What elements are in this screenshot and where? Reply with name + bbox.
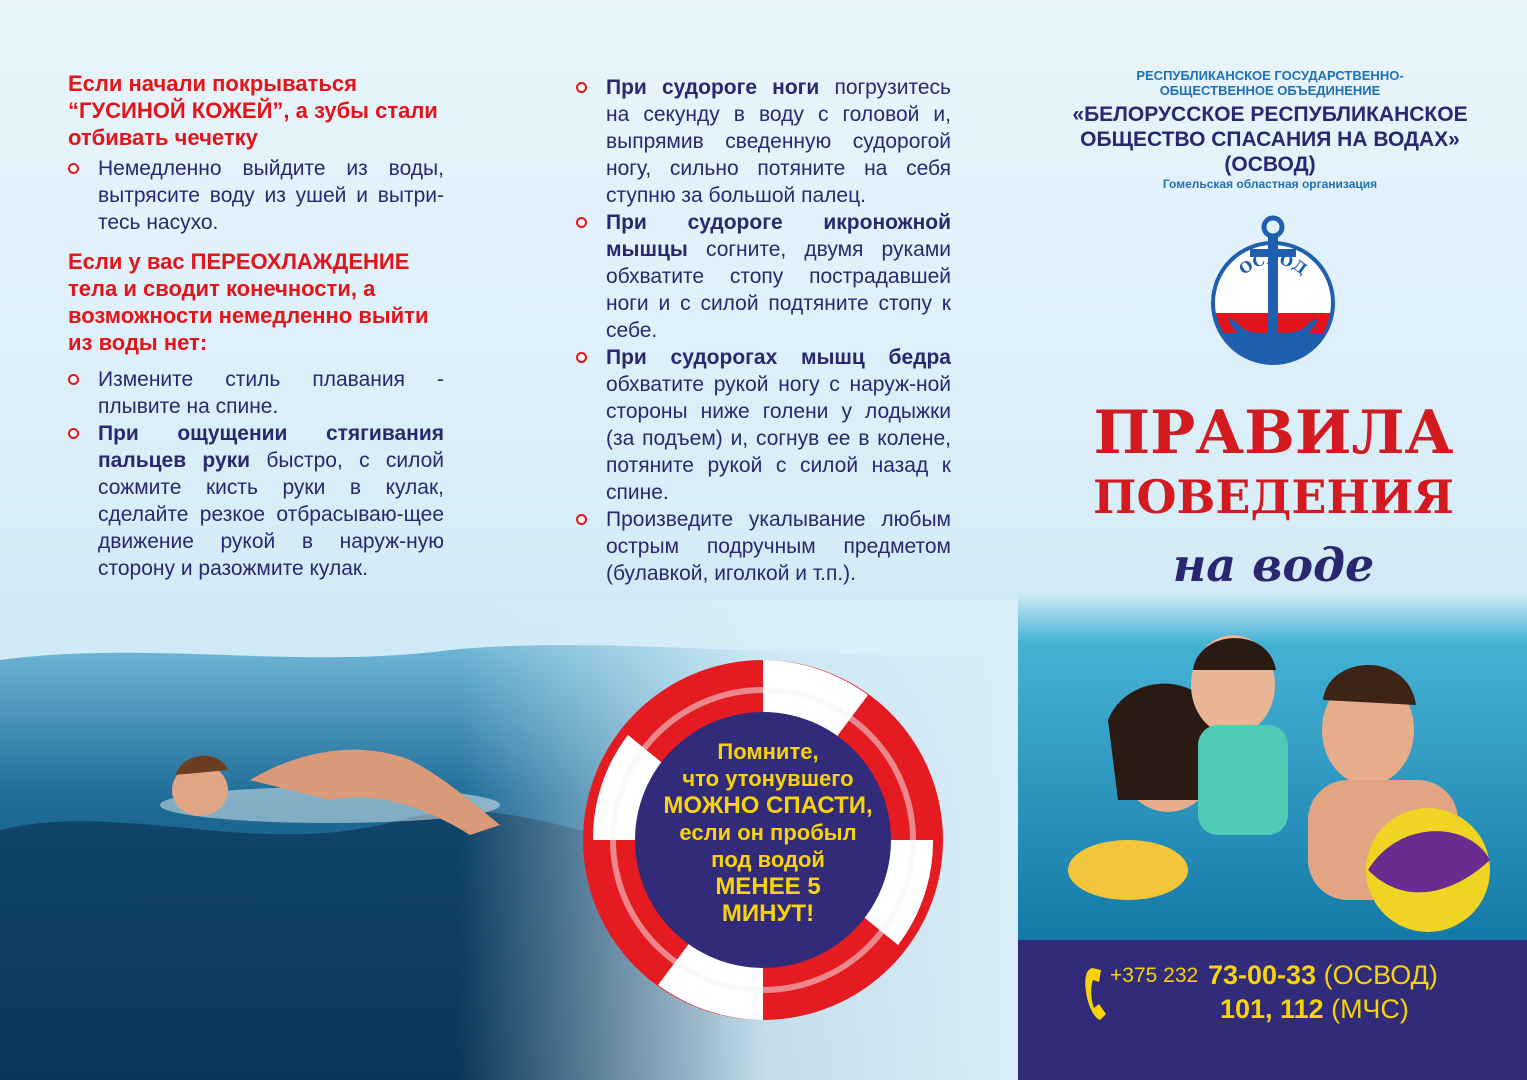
list-cramps bbox=[576, 74, 951, 587]
phone-number-osvod bbox=[1208, 960, 1438, 991]
list-item-text: обхватите рукой ногу с наруж-ной стороны ниже голени у лодыжки (за подъем) и, согнув ее в колене, потяните рукой с силой назад к спине. bbox=[606, 373, 951, 504]
phone-prefix: +375 232 bbox=[1110, 964, 1199, 987]
ring-line: что утонувшего bbox=[682, 766, 854, 791]
list-item-bold: При судороге икроножной мышцы bbox=[606, 211, 951, 261]
list-item-text: погрузитесь на секунду в воду с головой и, выпрямив сведенную судорогой ногу, сильно потяните на себя ступню за большой палец. bbox=[606, 76, 951, 207]
list-item bbox=[68, 420, 444, 582]
phone-number-mchs bbox=[1220, 994, 1409, 1025]
phone-number: 73-00-33 bbox=[1208, 960, 1317, 990]
phone-number: 101, 112 bbox=[1220, 994, 1324, 1024]
org-name: «БЕЛОРУССКОЕ РЕСПУБЛИКАНСКОЕ bbox=[1072, 103, 1468, 126]
logo-text: ОСВОД bbox=[1235, 249, 1311, 279]
list-item-bold: При судорогах мышц бедра bbox=[606, 346, 951, 369]
ring-message bbox=[618, 738, 918, 927]
title-on-water: на воде bbox=[1172, 538, 1375, 592]
middle-panel bbox=[576, 74, 951, 587]
list-item bbox=[576, 74, 951, 209]
org-line: РЕСПУБЛИКАНСКОЕ ГОСУДАРСТВЕННО- bbox=[1136, 68, 1404, 83]
org-line: ОБЩЕСТВЕННОЕ ОБЪЕДИНЕНИЕ bbox=[1159, 83, 1381, 98]
list-item: Произведите укалывание любым острым подручным предметом (булавкой, иголкой и т.п.). bbox=[576, 506, 951, 587]
heading-goose-skin: Если начали покрываться “ГУСИНОЙ КОЖЕЙ”, а зубы стали отбивать чечетку bbox=[68, 71, 438, 150]
title-rules: ПРАВИЛА bbox=[1093, 398, 1454, 468]
left-panel bbox=[68, 70, 444, 582]
list-item: Немедленно выйдите из воды, вытрясите воду из ушей и вытри-тесь насухо. bbox=[68, 155, 444, 236]
list-item-text: быстро, с силой сожмите кисть руки в кулак, сделайте резкое отбрасываю-щее движение рукой в наруж-ную сторону и разожмите кулак. bbox=[98, 449, 444, 580]
ring-line: МЕНЕЕ 5 bbox=[715, 873, 821, 900]
ring-line: МИНУТ! bbox=[721, 900, 815, 927]
phone-org: (МЧС) bbox=[1331, 994, 1409, 1024]
org-branch: Гомельская областная организация bbox=[1162, 177, 1378, 191]
list-item-text: согните, двумя руками обхватите стопу пострадавшей ноги и с силой подтяните стопу к себе. bbox=[606, 238, 951, 342]
list-item-bold: При ощущении стягивания пальцев руки bbox=[98, 422, 444, 472]
org-name: (ОСВОД) bbox=[1224, 153, 1316, 176]
list-item bbox=[576, 344, 951, 506]
ring-line: Помните, bbox=[717, 739, 819, 764]
list-hypothermia bbox=[68, 366, 444, 582]
family-pool-photo bbox=[1018, 590, 1527, 940]
phone-org: (ОСВОД) bbox=[1323, 960, 1438, 990]
list-goose-skin bbox=[68, 155, 444, 236]
contacts-bar bbox=[1018, 940, 1527, 1080]
title-behavior: ПОВЕДЕНИЯ bbox=[1093, 470, 1454, 524]
phone-icon bbox=[1084, 966, 1110, 1022]
ring-line: под водой bbox=[711, 847, 825, 872]
ring-line: МОЖНО СПАСТИ, bbox=[663, 792, 873, 819]
osvod-logo-icon bbox=[1208, 213, 1338, 368]
ring-line: если он пробыл bbox=[679, 820, 857, 845]
list-item bbox=[576, 209, 951, 344]
list-item: Измените стиль плавания - плывите на спине. bbox=[68, 366, 444, 420]
org-name: ОБЩЕСТВО СПАСАНИЯ НА ВОДАХ» bbox=[1080, 128, 1460, 151]
list-item-bold: При судороге ноги bbox=[606, 76, 820, 99]
organization-header bbox=[1040, 68, 1500, 192]
heading-hypothermia: Если у вас ПЕРЕОХЛАЖДЕНИЕ тела и сводит конечности, а возможности немедленно выйти из воды нет: bbox=[68, 249, 429, 355]
